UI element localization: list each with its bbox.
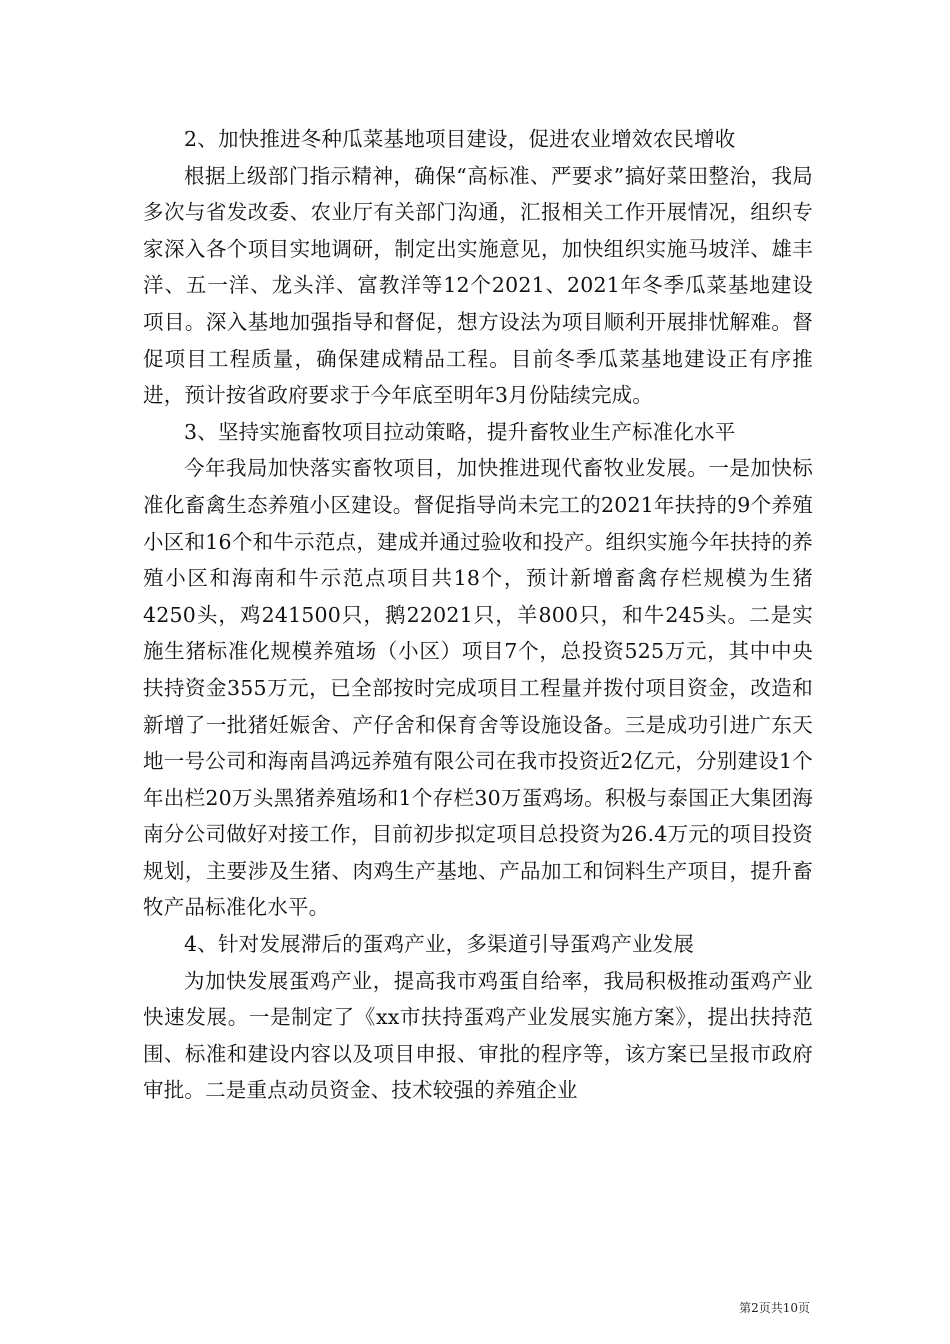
body-paragraph: 为加快发展蛋鸡产业，提高我市鸡蛋自给率，我局积极推动蛋鸡产业快速发展。一是制定了《xx市扶持蛋鸡产业发展实施方案》，提出扶持范围、标准和建设内容以及项目申报、审批的程序等，该方案已呈报市政府审批。二是重点动员资金、技术较强的养殖企业	[143, 968, 813, 1103]
body-paragraph: 根据上级部门指示精神，确保“高标准、严要求”搞好菜田整治，我局多次与省发改委、农业厅有关部门沟通，汇报相关工作开展情况，组织专家深入各个项目实地调研，制定出实施意见，加快组织实施马坡洋、雄丰洋、五一洋、龙头洋、富教洋等12个2021、2021年冬季瓜菜基地建设项目。深入基地加强指导和督促，想方设法为项目顺利开展排忧解难。督促项目工程质量，确保建成精品工程。目前冬季瓜菜基地建设正有序推进，预计按省政府要求于今年底至明年3月份陆续完成。	[143, 163, 813, 408]
section-heading-4: 4、针对发展滞后的蛋鸡产业，多渠道引导蛋鸡产业发展	[184, 932, 695, 957]
document-body	[143, 121, 813, 1109]
section-heading-3: 3、坚持实施畜牧项目拉动策略，提升畜牧业生产标准化水平	[184, 419, 736, 444]
page-number: 第2页共10页	[739, 1301, 810, 1315]
section-heading-2: 2、加快推进冬种瓜菜基地项目建设，促进农业增效农民增收	[184, 127, 736, 151]
body-paragraph: 今年我局加快落实畜牧项目，加快推进现代畜牧业发展。一是加快标准化畜禽生态养殖小区建设。督促指导尚未完工的2021年扶持的9个养殖小区和16个和牛示范点，建成并通过验收和投产。组织实施今年扶持的养殖小区和海南和牛示范点项目共18个，预计新增畜禽存栏规模为生猪4250头，鸡241500只，鹅22021只，羊800只，和牛245头。二是实施生猪标准化规模养殖场（小区）项目7个，总投资525万元，其中中央扶持资金355万元，已全部按时完成项目工程量并拨付项目资金，改造和新增了一批猪妊娠舍、产仔舍和保育舍等设施设备。三是成功引进广东天地一号公司和海南昌鸿远养殖有限公司在我市投资近2亿元，分别建设1个年出栏20万头黑猪养殖场和1个存栏30万蛋鸡场。积极与泰国正大集团海南分公司做好对接工作，目前初步拟定项目总投资为26.4万元的项目投资规划，主要涉及生猪、肉鸡生产基地、产品加工和饲料生产项目，提升畜牧产品标准化水平。	[143, 456, 813, 920]
